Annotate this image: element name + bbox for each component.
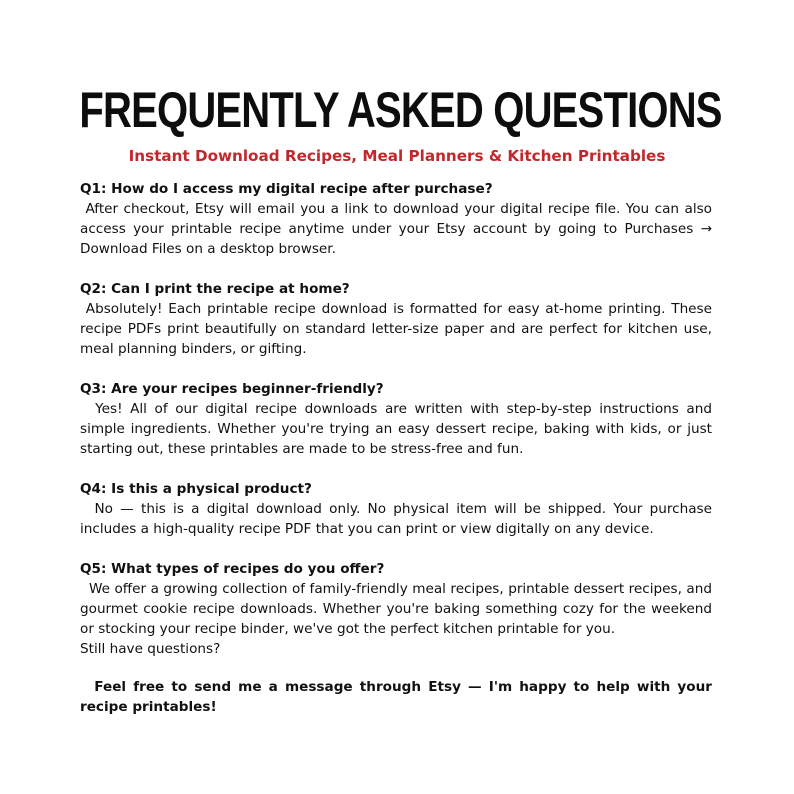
faq-item-q2 <box>80 279 717 359</box>
faq-answer: Absolutely! Each printable recipe download is formatted for easy at-home printing. These recipe PDFs print beautifully on standard letter-size paper and are perfect for kitchen use, meal planning binders, or gifting. <box>80 301 717 357</box>
faq-question: Q1: How do I access my digital recipe after purchase? <box>80 181 493 197</box>
faq-question: Q4: Is this a physical product? <box>80 481 312 497</box>
page-subtitle: Instant Download Recipes, Meal Planners & Kitchen Printables <box>128 147 666 165</box>
faq-item-q4 <box>80 479 717 539</box>
faq-item-q3 <box>80 379 717 459</box>
faq-question: Q5: What types of recipes do you offer? <box>80 561 385 577</box>
faq-question: Q2: Can I print the recipe at home? <box>80 281 350 297</box>
faq-list <box>80 179 717 659</box>
closing-message: Feel free to send me a message through Etsy — I'm happy to help with your recipe printables! <box>80 679 717 715</box>
still-have-questions: Still have questions? <box>80 641 221 657</box>
faq-question: Q3: Are your recipes beginner-friendly? <box>80 381 384 397</box>
faq-answer: We offer a growing collection of family-friendly meal recipes, printable dessert recipes, and gourmet cookie recipe downloads. Whether you're baking something cozy for the weekend or stocking your recipe binder, we've got the perfect kitchen printable for you. <box>80 581 717 637</box>
page-title: FREQUENTLY ASKED QUESTIONS <box>79 82 722 138</box>
faq-item-q1 <box>80 179 717 259</box>
faq-answer: No — this is a digital download only. No physical item will be shipped. Your purchase includes a high-quality recipe PDF that you can print or view digitally on any device. <box>80 501 717 537</box>
faq-item-q5 <box>80 559 717 659</box>
faq-answer: Yes! All of our digital recipe downloads are written with step-by-step instructions and simple ingredients. Whether you're trying an easy dessert recipe, baking with kids, or just starting out, these printables are made to be stress-free and fun. <box>80 401 717 457</box>
faq-answer: After checkout, Etsy will email you a link to download your digital recipe file. You can also access your printable recipe anytime under your Etsy account by going to Purchases → Download Files on a desktop browser. <box>80 201 717 257</box>
